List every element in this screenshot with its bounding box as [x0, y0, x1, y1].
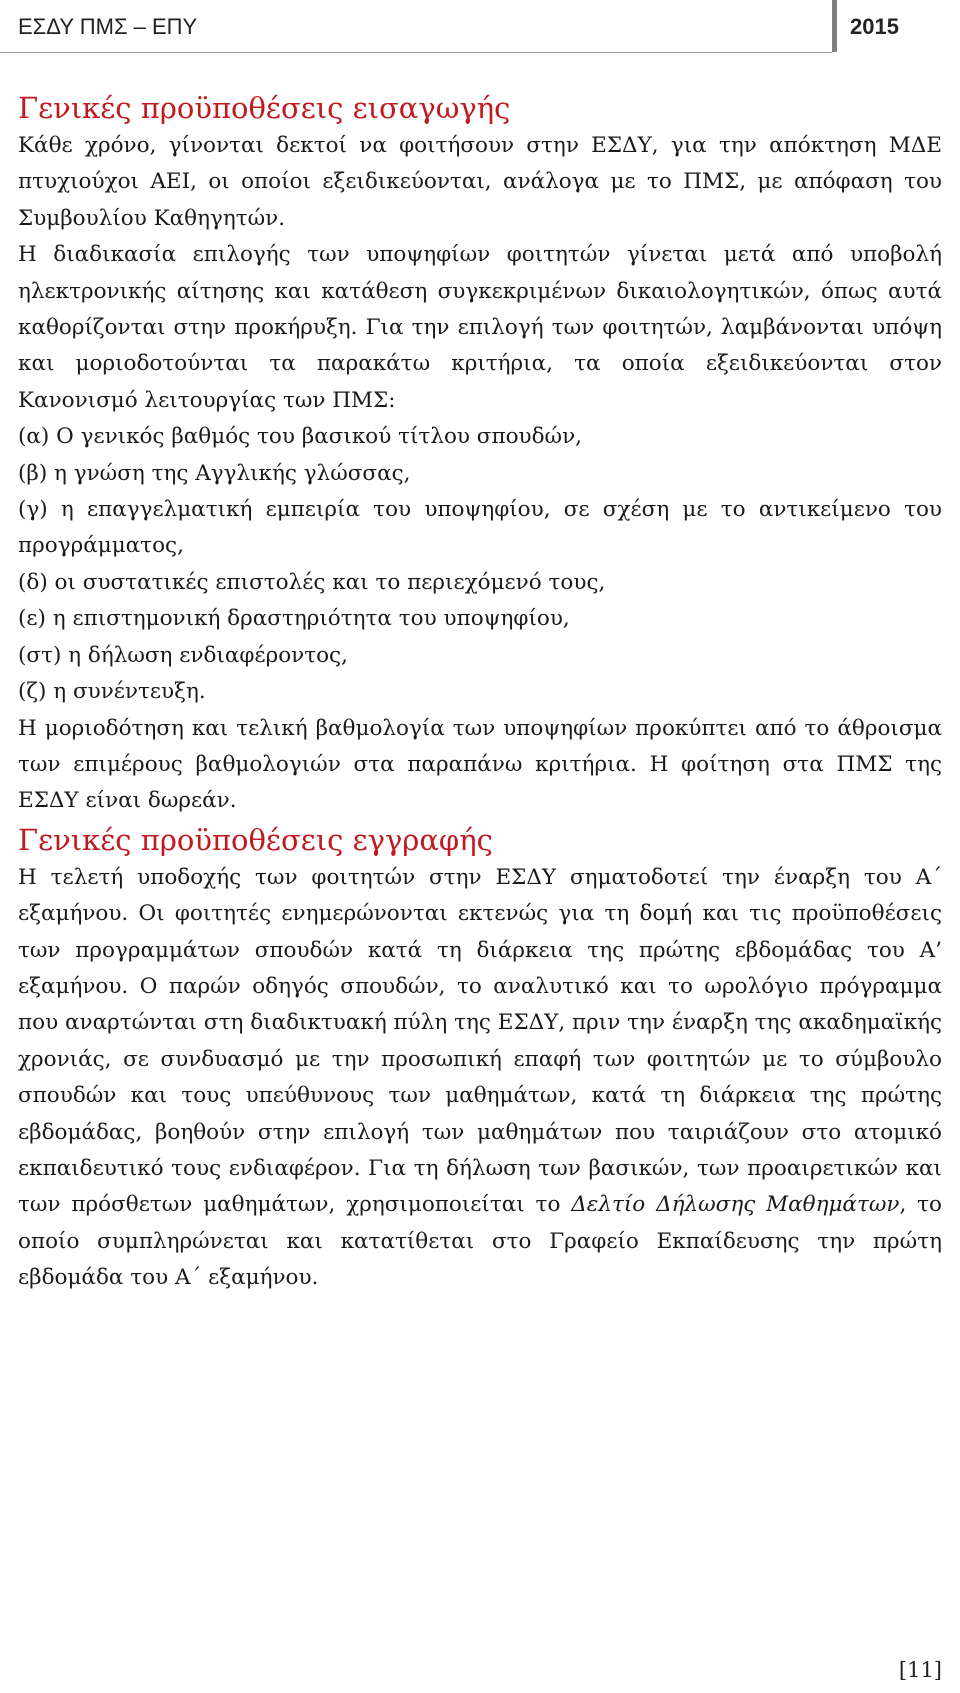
criterion-e: (ε) η επιστημονική δραστηριότητα του υποψηφίου, [18, 606, 570, 632]
criterion-a: (α) Ο γενικός βαθμός του βασικού τίτλου σπουδών, [18, 424, 582, 450]
section-title-registration: Γενικές προϋποθέσεις εγγραφής [18, 822, 493, 857]
registration-paragraph [18, 860, 942, 1297]
scoring-paragraph: Η μοριοδότηση και τελική βαθμολογία των υποψηφίων προκύπτει από το άθροισμα των επιμέρους βαθμολογιών στα παραπάνω κριτήρια. Η φοίτηση στα ΠΜΣ της ΕΣΔΥ είναι δωρεάν. [18, 715, 942, 814]
criterion-d: (δ) οι συστατικές επιστολές και το περιεχόμενό τους, [18, 569, 606, 595]
admission-section-body [18, 128, 942, 820]
criterion-st: (στ) η δήλωση ενδιαφέροντος, [18, 642, 348, 668]
course-declaration-form-title: Δελτίο Δήλωσης Μαθημάτων [571, 1192, 900, 1218]
page-number: [11] [898, 1658, 942, 1682]
criterion-z: (ζ) η συνέντευξη. [18, 679, 206, 705]
registration-text-end: , το οποίο συμπληρώνεται και κατατίθεται στο Γραφείο Εκπαίδευσης την πρώτη εβδομάδα του Α΄ εξαμήνου. [18, 1192, 942, 1291]
admission-intro-paragraph: Κάθε χρόνο, γίνονται δεκτοί να φοιτήσουν στην ΕΣΔΥ, για την απόκτηση ΜΔΕ πτυχιούχοι ΑΕΙ, οι οποίοι εξειδικεύονται, ανάλογα με το ΠΜΣ, με απόφαση του Συμβουλίου Καθηγητών. [18, 133, 942, 231]
header-title: ΕΣΔΥ ΠΜΣ – ΕΠΥ [18, 14, 198, 39]
selection-process-paragraph: Η διαδικασία επιλογής των υποψηφίων φοιτητών γίνεται μετά από υποβολή ηλεκτρονικής αίτησης και κατάθεση συγκεκριμένων δικαιολογητικών, όπως αυτά καθορίζονται στην προκήρυξη. Για την επιλογή των φοιτητών, λαμβάνονται υπόψη και μοριοδοτούνται τα παρακάτω κριτήρια, τα οποία εξειδικεύονται στον Κανονισμό λειτουργίας των ΠΜΣ: [18, 242, 942, 413]
criterion-b: (β) η γνώση της Αγγλικής γλώσσας, [18, 460, 411, 486]
page-header [0, 0, 960, 52]
criterion-c: (γ) η επαγγελματική εμπειρία του υποψηφίου, σε σχέση με το αντικείμενο του προγράμματος, [18, 497, 942, 559]
page-content [18, 88, 942, 1297]
header-year: 2015 [850, 14, 899, 39]
header-rule [0, 52, 832, 53]
section-title-admission: Γενικές προϋποθέσεις εισαγωγής [18, 91, 511, 125]
header-divider [832, 0, 837, 52]
registration-text-start: Η τελετή υποδοχής των φοιτητών στην ΕΣΔΥ σηματοδοτεί την έναρξη του Α΄ εξαμήνου. Οι φοιτητές ενημερώνονται εκτενώς για τη δομή και τις προϋποθέσεις των προγραμμάτων σπουδών κατά τη διάρκεια της πρώτης εβδομάδας του Α’ εξαμήνου. Ο παρών οδηγός σπουδών, το αναλυτικό και το ωρολόγιο πρόγραμμα που αναρτώνται στη διαδικτυακή πύλη της ΕΣΔΥ, πριν την έναρξη της ακαδημαϊκής χρονιάς, σε συνδυασμό με την προσωπική επαφή των φοιτητών με το σύμβουλο σπουδών και τους υπεύθυνους των μαθημάτων, κατά τη διάρκεια της πρώτης εβδομάδας, βοηθούν στην επιλογή των μαθημάτων που ταιριάζουν στο ατομικό εκπαιδευτικό τους ενδιαφέρον. Για τη δήλωση των βασικών, των προαιρετικών και των πρόσθετων μαθημάτων, χρησιμοποιείται το [18, 864, 942, 1218]
